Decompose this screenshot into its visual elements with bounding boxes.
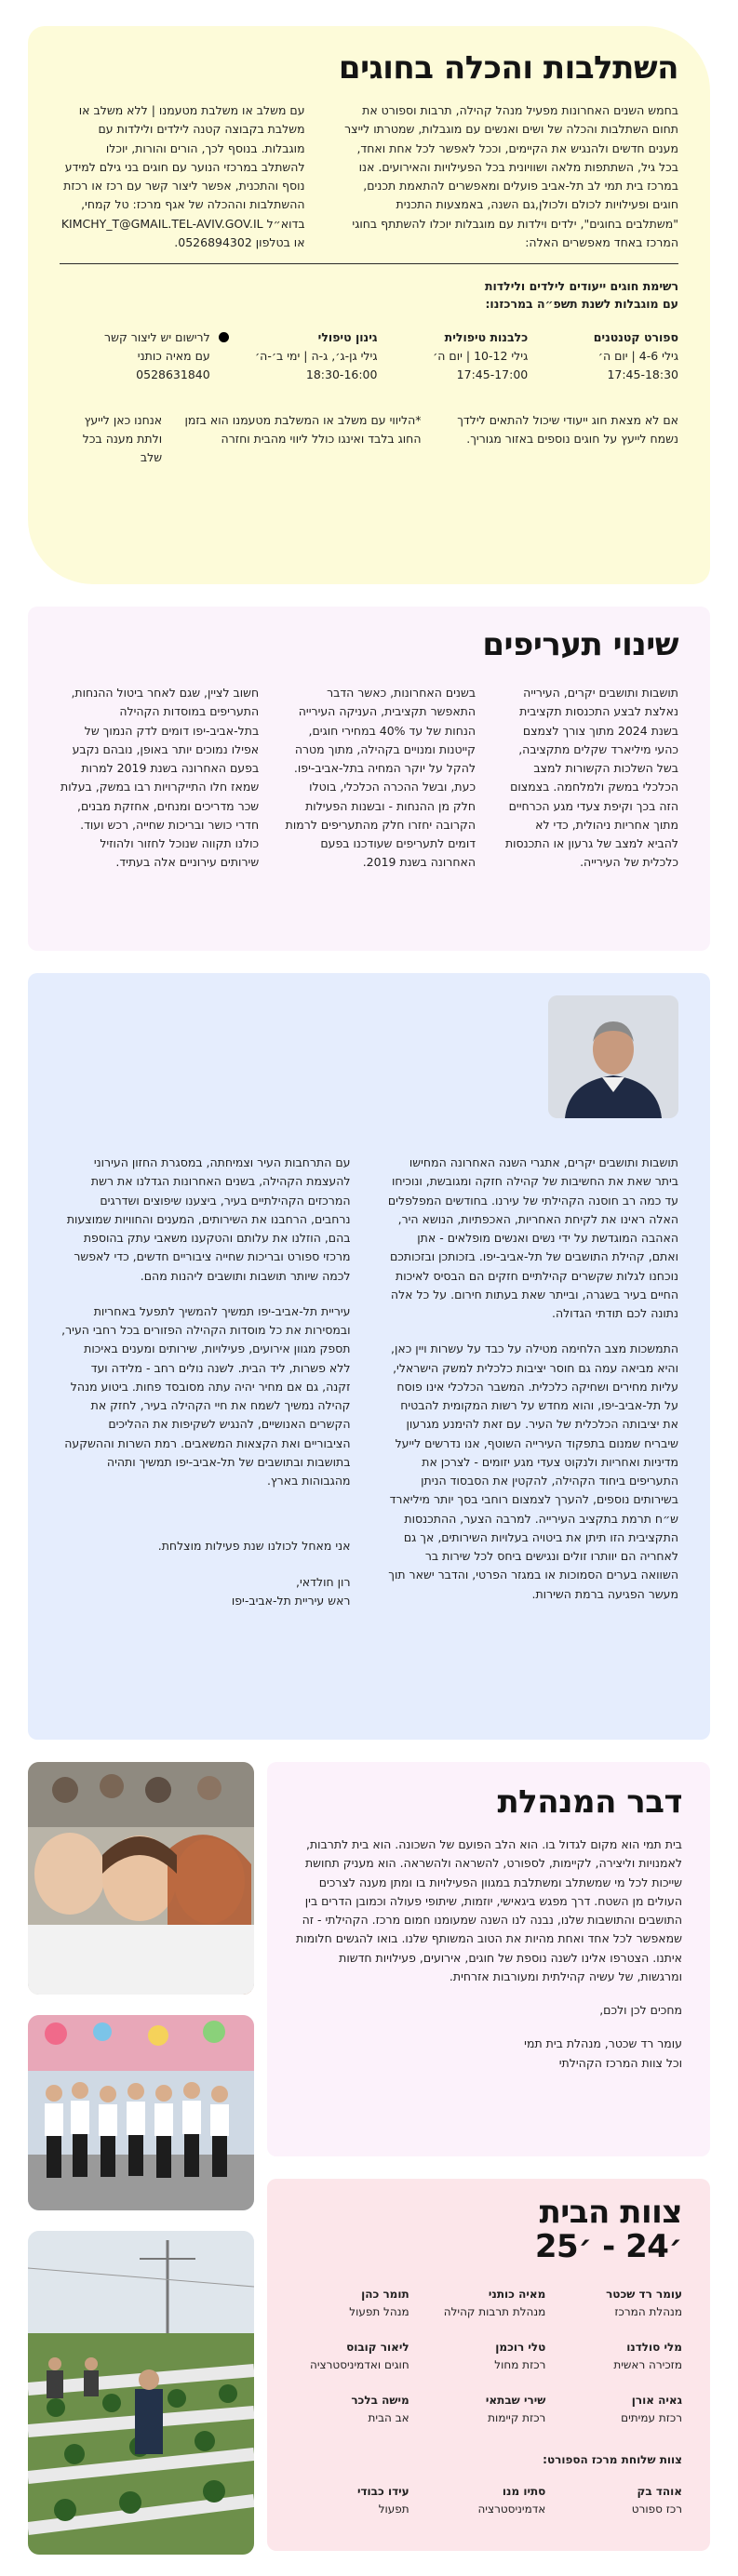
mayor-wish: אני מאחל לכולנו שנת פעילות מוצלחת. xyxy=(157,1539,351,1554)
team-group-photo xyxy=(28,2015,254,2210)
groups-subheading xyxy=(60,277,678,314)
team-title-line1: צוות הבית xyxy=(539,2194,682,2231)
team-member: מלי סולדנו מזכירה ראשית xyxy=(613,2340,682,2372)
team-member: אוהד בק רכז ספורט xyxy=(631,2484,682,2516)
group-title: ספורט קטנטנים xyxy=(593,329,678,344)
group-title: כלבנות טיפולית xyxy=(444,329,529,344)
team-grid xyxy=(295,2286,682,2428)
mayor-signature-name: רון חולדאי, xyxy=(296,1574,351,1589)
section-divider xyxy=(60,263,678,264)
mayor-paragraph: עם התרחבות העיר וצמיחתה, במסגרת החזון העירוני להעצמת הקהילה, בשנים האחרונות הגדלנו את רשת המרכזים הקהילתיים בעיר, ביצענו שיפוצים ושדרגים נרחבים, הרחבנו את השירותים, המענים והחוויות שמוצעות בהם, הוזלנו את עלותם והטקענו משאבי עתק בהוספת מרכזי ספורט ובריכות שחייה ציבוריים חדשים, כדי לאפשר לכמה שיותר תושבות ותושבים ליהנות מהם. xyxy=(66,1155,351,1283)
note-support: אנחנו כאן לייעץ ולתת מענה בכל שלב xyxy=(82,412,163,465)
group-time: 17:45-17:00 xyxy=(456,367,529,382)
group-time: 17:45-18:30 xyxy=(607,367,678,382)
director-section xyxy=(267,1762,710,2156)
field-volunteers-photo-icon xyxy=(28,2231,254,2555)
registration-contact xyxy=(60,328,227,385)
group-ages: גילי 4-6 | יום ה׳ xyxy=(597,349,678,364)
team-section xyxy=(267,2179,710,2551)
team-member: עידו כבודי תפעול xyxy=(356,2484,409,2516)
note-advice: אם לא מצאת חוג ייעודי שיכול להתאים לילדך נשמח לייעץ על חוגים נוספים באזור מגוריך. xyxy=(457,412,678,446)
mayor-portrait xyxy=(548,995,678,1118)
contact-phone: 0528631840 xyxy=(136,367,210,382)
team-member: מישה בלכר אב הבית xyxy=(351,2393,409,2424)
group-item xyxy=(394,328,528,385)
group-item xyxy=(244,328,378,385)
team-member: עומר רד שכטר מנהלת המרכז xyxy=(606,2287,682,2319)
rates-col-3: חשוב לציין, שגם לאחר ביטול ההנחות, התעריפים במוסדות הקהילה בתל-אביב-יפו דומים לדק הנמוך של אפילו נמוכים יותר באופן, נובהם נקבע בפעם האחרונה בשנת 2019 למרות שמאז חלו התייקרויות רבו במשק, בעלות שכר מדריכים ומנחים, אחזקת מבנים, חדרי כושר ובריכות שחייה, רכש ועוד. כולנו תקווה שנוכל לחזור ולהוזיל שירותים עירוניים אלה בעתיד. xyxy=(60,686,260,870)
team-group-photo-icon xyxy=(28,2015,254,2210)
groups-subheading-line1: רשימת חוגים ייעודים לילדים ולילדות xyxy=(484,279,678,294)
group-time: 18:30-16:00 xyxy=(305,367,378,382)
mayor-letter-section xyxy=(28,973,710,1740)
team-member: ליאור קובוס חוגים ואדמיניסטרציה xyxy=(310,2340,409,2372)
contact-line: לרישום יש ליצור קשר xyxy=(104,329,210,344)
team-member: תומר כהן מנהל תפעול xyxy=(349,2287,409,2319)
mayor-paragraph: תושבות ותושבים יקרים, אתגרי השנה האחרונה המחישו ביתר שאת את החשיבות של קהילה חזקה ומגובשת, ונוכיחו עד כמה רב חוסנה הקהילתי של עירנו. בחודשים המפלפלים האלה ראינו את לקיחת האחריות, האכפתיות, הנושא היר, האהבה המוגדשת על ידי נשים ואנשים מופלאים - אתן ואתם, קהילת התושבים של תל-אביב-יפו. בזכותכן ובזכותכם נוכחנו לגלות שקשרים קהילתיים חזקים הם הבסיס לאיכות החיים בעיר בשגרה, ובייתר שאת בעתות חירום. על כל אלה נתונה לכם תודתי הגדולה. xyxy=(387,1155,678,1320)
mayor-paragraph: עיריית תל-אביב-יפו תמשיך להמשיך לתפעל באחריות ובמסירות את כל מוסדות הקהילה הפזורים בכל רחבי העיר, תספק מגוון אירועים, פעילויות, שירותים ומענים באיכות ללא פשרות, ליד הבית. לשנה נולים רחב - מלידה ועד זקנה, גם אם מחיר יהיה עתה מסובסד פחות. ביטוע מנהל קהילה נמשיך לשמח את חיי הקהילה בעיר, לחזק את הקשרים האנושיים, להנגיש לשקיפות את ההליכים הציבוריים ואת הקצאות המשאבים. רמת השרות וההשקעה בתושבות ובתושבים של תל-אביב-יפו תמשיך ותהיה מהגבוהות בארץ. xyxy=(61,1303,351,1488)
team-title xyxy=(295,2196,682,2265)
field-volunteers-photo xyxy=(28,2231,254,2555)
director-signature-team: וכל צוות המרכז הקהילתי xyxy=(558,2055,682,2070)
notes-row xyxy=(60,411,678,468)
team-member: טלי רוכמן רכזת מחול xyxy=(494,2340,546,2372)
director-closing: מחכים לכן ולכם, xyxy=(599,2003,682,2018)
mayor-paragraph: התמשכות מצב הלחימה מטילה על כבד על עשרות ויין כאן, והיא מביאה עמה גם חוסר יציבות כלכלית למשק הישראלי, עליות מחירים ושחיקה כלכלית. המשבר הכלכלי אינו פוסח על תל-אביב-יפו, והוא מחדש על רשות המקומית להבטיח את יציבותה הכלכלית של העיר. עם זאת להימנע מגרעון שיבריח שמנום בתפקוד העירייה השוטף, אנו נדרשים לייעל מדיניות ואחריות ולנקוט צעדי מגע יזומים - לצרכן את התעריפים ביחוד הקהילה, להקטין את הסבסוד הניתן בשירותים נוספים, להערך לצמצום רוחבי בסך יותר מיליארד ש״ח תרמת בתקציב העירייה. למרבה הצער, ההתכנסות התקציבית הזו תיתן את ביטויה בעלויות השירותים, אך גם לאחריה הם יוותרו זולים ונגישים ביחס לכל שירות בר השוואה בערים הסמוכות או במגזר הפרטי, והדבר ישאר תוך מעשר הפגיעה ברמת השירות. xyxy=(388,1341,678,1601)
mayor-signature-title: ראש עיריית תל-אביב-יפו xyxy=(231,1593,351,1608)
team-member: שירי שבתאי רכזת קיימות xyxy=(485,2393,546,2424)
team-member: סתיו מנו אדמיניסטרציה xyxy=(477,2484,546,2516)
inclusion-intro-right: בחמש השנים האחרונות מפעיל מנהל קהילה, תרבות וספורט את תחום השתלבות והכלה של ושים ואנשים עם מוגבלות, שמטרתו לייצר מענים חדשים ולהנגיש את הקיימים, וככל לאפשר לכל אחת ואחד, בכל גיל, השתתפות מלאה ושוויונית בכל הפעילויות והאירועים. אנו במרכז בית תמי לב תל-אביב פועלים ומאפשרים להתאמת תכנים, חוגים ופעילויות לכולם ולכולן,גם השנה, באמצעות התכנית "משתלבים בחוגים", ילדים וילדות עם מוגבלות יוכלו להשתתף בחוגי המרכז באחד מאפשרים האלה: xyxy=(344,103,678,249)
team-title-years: ׳24 - ׳25 xyxy=(534,2228,682,2266)
rates-col-1: תושבות ותושבים יקרים, העירייה נאלצת לבצע התכנסות תקציבית בשנת 2024 מתוך צורך לצמצם כהעי מיליארד שקלים מתקציבה, בשל השלכות הקשורות למצב הכלכלי במשק ולמלחמה. בצמצום הזה בכך וקיפת צעדי מגע הכרחיים מתוך אחריות ניהולית, כדי לא להביא למצב של גרעון או התכנסות כלכלית של העירייה. xyxy=(504,686,678,870)
rates-title: שינוי תעריפים xyxy=(482,626,678,663)
team-member: גאיה אורן רכזת עמיתים xyxy=(621,2393,682,2424)
group-selfie-photo xyxy=(28,1762,254,1995)
bullet-icon xyxy=(219,332,229,342)
group-item xyxy=(544,328,678,385)
sports-branch-grid xyxy=(295,2483,682,2519)
director-paragraph: בית תמי הוא מקום לגדול בו. הוא הלב הפועם של השכונה. הוא בית לתרבות, לאמנויות וליצירה, לקיימות, לספורט, להשראה ולהשראה. הוא מעניק תחושת שייכות לכל מי שמשתלב ומשתלבת במגוון הפעילויות בו ומתן מענה לצרכים העולים מן השטח. דרך מפגש ביגאישי, יוזמות, שיתופי פעולה וכמובן הדרים בין התושבים והתושבות שלנו, נבנה לנו השנה שמעומנו חמום מרכז. הקהילתי - זה שמאפשר לכל אחד ואחת מהיות את הטוב המשותף שלנו. בואו להגשים חלומות איתנו. הצטרפו אלינו לשנה נוספת של חוגים, אירועים, פעילויות חדשות ומרגשות, של עשיה קהילתית ומעורבות אזרחית. xyxy=(295,1837,682,1983)
note-escort: *הליווי עם משלב או המשלבת מטעמנו הוא בזמן החוג בלבד ואינגו כולל ליווי מהבית וחזרה xyxy=(184,412,422,446)
group-title: גינון טיפולי xyxy=(317,329,378,344)
contact-name: עם מאיה כותני xyxy=(137,349,210,364)
inclusion-intro-left: עם משלב או משלבת מטעמנו | ללא משלב או משלבת בקבוצה קטנה לילדים ולילדות עם מוגבלות. בנוסף לכך, הורים והורות, יוכלו להשתלב במרכזי הנוער עם חוגים בני גילם למידע נוסף והתכנית, אפשר ליצור קשר עם רכז או רכזת ההשתלבות וההכלה של אגף מרכז: טל קמחי, בדוא״ל KIMCHY_T@GMAIL.TEL-AVIV.GOV.IL או בטלפון 0526894302. xyxy=(60,103,305,249)
director-title: דבר המנהלת xyxy=(497,1783,682,1821)
group-ages: גילי 10-12 | יום ה׳ xyxy=(433,349,529,364)
group-selfie-icon xyxy=(28,1762,254,1995)
groups-list xyxy=(60,328,678,385)
rates-section xyxy=(28,607,710,951)
sports-branch-title: צוות שלוחת מרכז הספורט: xyxy=(543,2453,682,2467)
group-ages: גילי גן-ג׳, ג-ה | ימי ב׳-ה׳ xyxy=(254,349,378,364)
director-signature: עומר רד שכטר, מנהלת בית תמי xyxy=(524,2036,682,2051)
portrait-icon xyxy=(548,995,678,1118)
team-member: מאיה כותני מנהלת תרבות קהילה xyxy=(443,2287,546,2319)
inclusion-title: השתלבות והכלה בחוגים xyxy=(338,49,678,87)
groups-subheading-line2: עם מוגבלות לשנת תשפ״ה במרכזנו: xyxy=(485,297,678,312)
inclusion-section xyxy=(28,26,710,584)
rates-col-2: בשנים האחרונות, כאשר הדבר התאפשר תקציבית, העניקה העירייה הנחות של עד 40% במחירי חוגים, קייטנות ומנויים בקהילה, מתוך מטרה להקל על יוקר המחיה בתל-אביב-יפו. כעת, ובשל ההכרה הכלכלי, בוטלו חלק מן ההנחות - ובשנות הפעילות הקרובה יחזרו חלק מהתעריפים לרמות דומים לתעריפים שעודכנו בפעם האחרונה בשנת 2019. xyxy=(285,686,476,870)
